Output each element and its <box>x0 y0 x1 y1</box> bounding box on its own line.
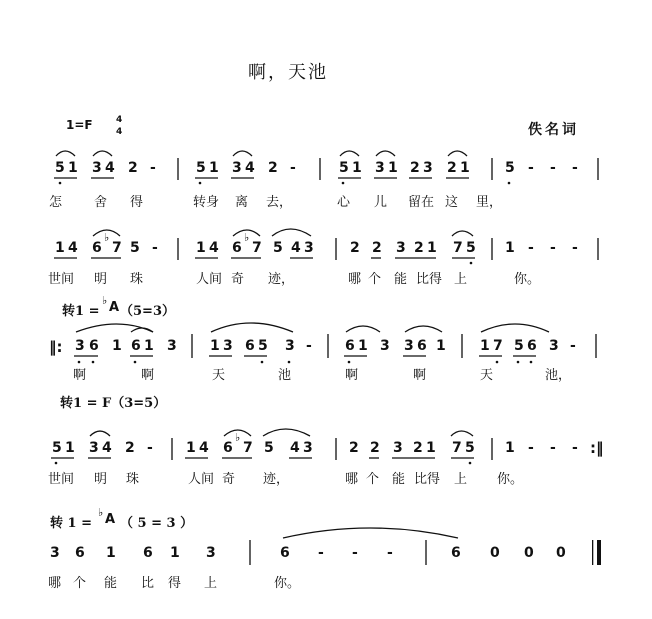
note-r1-8: 1 <box>209 160 219 176</box>
note-r3-22: 1 <box>480 338 490 354</box>
note-r2-22: 7 <box>453 240 463 256</box>
lyric-r4-11: 你。 <box>497 472 524 487</box>
lyric-r1-8: 留在 <box>408 195 435 210</box>
slur <box>405 326 442 332</box>
note-r1-2: 3 <box>92 160 102 176</box>
modulation-2-text: 转1 = F（3=5） <box>60 396 167 411</box>
slur <box>263 429 310 436</box>
note-r5-5: 3 <box>206 545 216 561</box>
note-r4-8: 4 <box>199 440 209 456</box>
note-r1-4: 2 <box>128 160 138 176</box>
lyric-r2-6: 哪 <box>348 272 362 287</box>
note-r3-17: 3 <box>380 338 390 354</box>
note-r1-12: - <box>290 160 296 176</box>
lyric-r2-1: 明 <box>94 272 108 287</box>
octave-dot <box>469 462 472 465</box>
note-r3-25: 6 <box>527 338 537 354</box>
octave-dot <box>530 361 533 364</box>
lyric-r4-10: 上 <box>454 472 468 487</box>
note-r3-26: 3 <box>549 338 559 354</box>
note-r4-27: - <box>572 440 578 456</box>
note-r1-7: 5 <box>196 160 206 176</box>
slur <box>452 231 473 236</box>
note-r3-1: 3 <box>75 338 85 354</box>
note-r2-20: 2 <box>414 240 424 256</box>
modulation-3-key: A <box>105 512 116 527</box>
flat-r2-b: ♭ <box>244 231 250 244</box>
lyric-r2-9: 比得 <box>416 272 443 287</box>
octave-dot <box>55 462 58 465</box>
note-r3-18: 3 <box>404 338 414 354</box>
octave-dot <box>517 361 520 364</box>
note-r3-3: 1 <box>112 338 122 354</box>
note-r1-10: 4 <box>245 160 255 176</box>
note-r2-19: 3 <box>396 240 406 256</box>
lyric-r5-3: 比 <box>141 576 155 591</box>
note-r2-0: 1 <box>55 240 65 256</box>
lyric-r1-7: 儿 <box>374 195 388 210</box>
lyric-r1-9: 这 <box>445 195 459 210</box>
slur <box>93 151 112 156</box>
modulation-3-flat: ♭ <box>98 506 104 519</box>
lyric-r4-5: 迹， <box>263 472 290 487</box>
meter-bottom: 4 <box>116 127 123 137</box>
octave-dot <box>496 361 499 364</box>
tie <box>283 528 458 538</box>
note-r2-15: 3 <box>304 240 314 256</box>
note-r4-24: 1 <box>505 440 515 456</box>
slur <box>376 151 395 156</box>
note-r2-8: 1 <box>196 240 206 256</box>
lyric-r4-3: 人间 <box>188 472 215 487</box>
note-r1-1: 1 <box>68 160 78 176</box>
octave-dot <box>348 361 351 364</box>
lyric-r5-1: 个 <box>73 576 87 591</box>
lyric-r5-5: 上 <box>204 576 218 591</box>
note-r5-13: 0 <box>490 545 500 561</box>
note-r1-19: 3 <box>423 160 433 176</box>
lyric-r3-2: 天 <box>212 368 226 383</box>
note-r2-18: 2 <box>372 240 382 256</box>
meter-top: 4 <box>116 115 123 125</box>
modulation-3-relation: （ 5 = 3 ） <box>120 516 194 531</box>
note-r4-7: 1 <box>186 440 196 456</box>
lyric-r2-3: 人间 <box>196 272 223 287</box>
lyric-r2-4: 奇 <box>231 272 245 287</box>
note-r4-17: 2 <box>370 440 380 456</box>
note-r4-5: - <box>147 440 153 456</box>
note-r5-7: 6 <box>280 545 290 561</box>
note-r2-4: 7 <box>112 240 122 256</box>
note-r2-25: 1 <box>505 240 515 256</box>
lyric-r3-0: 啊 <box>73 368 87 383</box>
lyric-r3-3: 池 <box>278 368 292 383</box>
note-r1-9: 3 <box>232 160 242 176</box>
note-r1-18: 2 <box>410 160 420 176</box>
slur <box>448 151 467 156</box>
note-r3-6: 3 <box>167 338 177 354</box>
lyric-r1-6: 心 <box>337 195 351 210</box>
octave-dot <box>508 182 511 185</box>
note-r5-14: 0 <box>524 545 534 561</box>
note-r3-24: 5 <box>514 338 524 354</box>
lyric-r4-2: 珠 <box>126 472 140 487</box>
note-r3-23: 7 <box>493 338 503 354</box>
lyric-r2-10: 上 <box>454 272 468 287</box>
note-r4-3: 4 <box>102 440 112 456</box>
note-r5-8: - <box>318 545 324 561</box>
note-r5-1: 6 <box>75 545 85 561</box>
note-r2-1: 4 <box>68 240 78 256</box>
octave-dot <box>78 361 81 364</box>
key-signature: 1=F <box>66 118 93 132</box>
note-r2-13: 5 <box>273 240 283 256</box>
lyric-r2-8: 能 <box>394 272 408 287</box>
lyric-r1-0: 怎 <box>49 195 63 210</box>
lyric-r4-4: 奇 <box>222 472 236 487</box>
slur <box>233 230 260 236</box>
note-r4-26: - <box>550 440 556 456</box>
lyric-r4-8: 能 <box>392 472 406 487</box>
note-r1-11: 2 <box>268 160 278 176</box>
lyric-r3-1: 啊 <box>141 368 155 383</box>
note-r4-22: 5 <box>465 440 475 456</box>
note-r2-17: 2 <box>350 240 360 256</box>
lyric-r3-5: 啊 <box>413 368 427 383</box>
lyric-r4-6: 哪 <box>345 472 359 487</box>
note-r2-12: 7 <box>252 240 262 256</box>
note-r4-18: 3 <box>393 440 403 456</box>
note-r4-0: 5 <box>52 440 62 456</box>
modulation-1-relation: （5=3） <box>120 304 175 319</box>
lyric-r4-9: 比得 <box>414 472 441 487</box>
slur <box>56 151 75 156</box>
note-r3-15: 6 <box>345 338 355 354</box>
note-r2-23: 5 <box>466 240 476 256</box>
slur <box>211 323 293 332</box>
note-r1-21: 1 <box>460 160 470 176</box>
lyric-r1-1: 舍 <box>94 195 108 210</box>
note-r3-11: 5 <box>258 338 268 354</box>
note-r4-19: 2 <box>413 440 423 456</box>
note-r1-3: 4 <box>105 160 115 176</box>
lyric-r5-0: 哪 <box>48 576 62 591</box>
note-r3-5: 1 <box>144 338 154 354</box>
repeat-end-sign: :‖ <box>590 439 604 457</box>
note-r1-23: 5 <box>505 160 515 176</box>
note-r1-24: - <box>528 160 534 176</box>
note-r2-21: 1 <box>427 240 437 256</box>
note-r3-20: 1 <box>436 338 446 354</box>
note-r2-26: - <box>528 240 534 256</box>
note-r4-9: 6 <box>223 440 233 456</box>
flat-r2-a: ♭ <box>104 231 110 244</box>
page-title: 啊，天池 <box>248 62 328 83</box>
final-barline <box>597 540 601 565</box>
note-r3-16: 1 <box>358 338 368 354</box>
slur <box>272 229 311 236</box>
lyricist-credit: 佚名词 <box>528 122 579 138</box>
lyric-r4-7: 个 <box>366 472 380 487</box>
note-r2-6: - <box>152 240 158 256</box>
repeat-start-sign: ‖: <box>49 338 63 356</box>
note-r4-13: 4 <box>290 440 300 456</box>
note-r3-10: 6 <box>245 338 255 354</box>
note-r5-0: 3 <box>50 545 60 561</box>
note-r3-9: 3 <box>223 338 233 354</box>
octave-dot <box>342 182 345 185</box>
note-r4-1: 1 <box>65 440 75 456</box>
lyric-r2-0: 世间 <box>48 272 75 287</box>
lyric-r1-3: 转身 <box>193 195 220 210</box>
slur <box>90 431 110 436</box>
note-r4-12: 5 <box>264 440 274 456</box>
note-r2-2: 6 <box>92 240 102 256</box>
octave-dot <box>92 361 95 364</box>
note-r1-25: - <box>550 160 556 176</box>
note-r4-4: 2 <box>125 440 135 456</box>
note-r5-15: 0 <box>556 545 566 561</box>
note-r1-0: 5 <box>55 160 65 176</box>
slur <box>340 151 359 156</box>
octave-dot <box>470 262 473 265</box>
lyric-r5-6: 你。 <box>274 576 301 591</box>
modulation-1-key: A <box>109 300 120 315</box>
note-r1-17: 1 <box>388 160 398 176</box>
note-r5-9: - <box>352 545 358 561</box>
note-r4-11: 7 <box>243 440 253 456</box>
note-r4-2: 3 <box>89 440 99 456</box>
flat-r4: ♭ <box>235 431 241 444</box>
lyric-r5-2: 能 <box>104 576 118 591</box>
note-r3-2: 6 <box>89 338 99 354</box>
octave-dot <box>59 182 62 185</box>
note-r4-14: 3 <box>303 440 313 456</box>
lyric-r5-4: 得 <box>168 576 182 591</box>
note-r2-5: 5 <box>130 240 140 256</box>
note-r4-20: 1 <box>426 440 436 456</box>
modulation-1-flat: ♭ <box>102 294 108 307</box>
note-r3-19: 6 <box>417 338 427 354</box>
octave-dot <box>261 361 264 364</box>
slur <box>481 324 549 332</box>
note-r5-2: 1 <box>106 545 116 561</box>
lyric-r1-2: 得 <box>130 195 144 210</box>
note-r5-3: 6 <box>143 545 153 561</box>
note-r3-4: 6 <box>131 338 141 354</box>
slur <box>451 431 473 436</box>
lyric-r4-1: 明 <box>94 472 108 487</box>
lyric-r1-5: 去， <box>266 195 293 210</box>
slur <box>346 326 380 332</box>
lyric-r3-4: 啊 <box>345 368 359 383</box>
note-r2-9: 4 <box>209 240 219 256</box>
lyric-r3-7: 池， <box>545 368 572 383</box>
note-r1-15: 1 <box>352 160 362 176</box>
note-r2-14: 4 <box>291 240 301 256</box>
note-r3-8: 1 <box>210 338 220 354</box>
octave-dot <box>288 361 291 364</box>
note-r1-5: - <box>150 160 156 176</box>
note-r2-27: - <box>550 240 556 256</box>
note-r3-13: - <box>306 338 312 354</box>
lyric-r2-2: 珠 <box>130 272 144 287</box>
octave-dot <box>199 182 202 185</box>
note-r3-27: - <box>570 338 576 354</box>
note-r2-28: - <box>572 240 578 256</box>
slur <box>224 430 251 436</box>
lyric-r2-7: 个 <box>368 272 382 287</box>
lyric-r3-6: 天 <box>480 368 494 383</box>
note-r4-21: 7 <box>452 440 462 456</box>
octave-dot <box>134 361 137 364</box>
lyric-r1-4: 离 <box>235 195 249 210</box>
lyric-r2-11: 你。 <box>514 272 541 287</box>
note-r5-4: 1 <box>170 545 180 561</box>
note-r5-10: - <box>387 545 393 561</box>
modulation-1-prefix: 转1 = <box>62 304 100 319</box>
lyric-r4-0: 世间 <box>48 472 75 487</box>
note-r5-12: 6 <box>451 545 461 561</box>
note-r1-16: 3 <box>375 160 385 176</box>
note-r2-10: 6 <box>232 240 242 256</box>
slur <box>93 230 120 236</box>
note-r4-25: - <box>528 440 534 456</box>
lyric-r2-5: 迹， <box>268 272 295 287</box>
note-r1-20: 2 <box>447 160 457 176</box>
note-r3-12: 3 <box>285 338 295 354</box>
note-r1-26: - <box>572 160 578 176</box>
note-r1-14: 5 <box>339 160 349 176</box>
lyric-r1-10: 里， <box>476 195 503 210</box>
slur <box>131 328 153 332</box>
modulation-3-prefix: 转 1 = <box>50 516 92 531</box>
note-r4-16: 2 <box>349 440 359 456</box>
slur <box>233 151 252 156</box>
final-barline-thin <box>592 540 593 565</box>
